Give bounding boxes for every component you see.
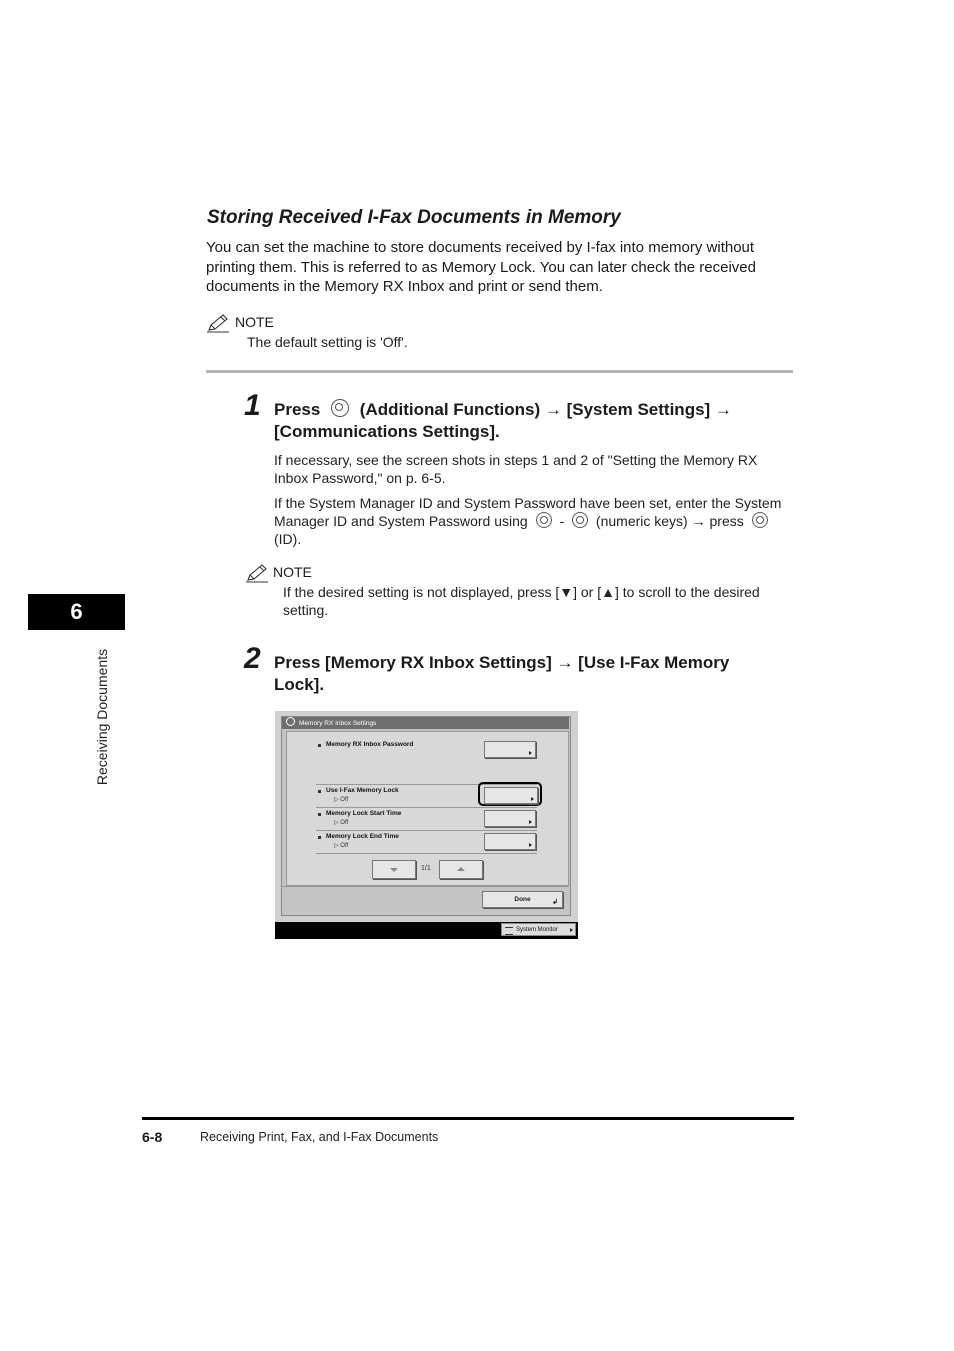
footer-title: Receiving Print, Fax, and I-Fax Documents — [200, 1130, 439, 1144]
system-monitor-button[interactable] — [501, 923, 576, 936]
system-monitor-label: System Monitor — [516, 927, 558, 933]
numeric-key-9-icon — [572, 512, 588, 528]
intro-line: printing them. This is referred to as Memory Lock. You can later check the received — [206, 258, 756, 276]
step-text-line: Inbox Password," on p. 6-5. — [274, 470, 446, 486]
row-divider — [316, 853, 537, 854]
step-text-fragment: - — [559, 513, 565, 529]
id-key-icon — [752, 512, 768, 528]
chevron-right-icon — [570, 928, 573, 932]
section-divider — [206, 370, 793, 373]
row-bullet — [318, 836, 321, 839]
setting-label-memory-lock: Use I-Fax Memory Lock — [326, 787, 399, 794]
page-indicator: 1/1 — [421, 865, 431, 872]
panel-divider — [282, 886, 569, 887]
pencil-note-icon — [206, 313, 230, 333]
note-label: NOTE — [273, 564, 312, 580]
row-bullet — [318, 790, 321, 793]
step-number: 2 — [244, 642, 261, 675]
step-heading-line2: [Communications Settings]. — [274, 422, 500, 441]
intro-paragraph — [206, 238, 798, 297]
step-heading — [274, 399, 794, 443]
note-label: NOTE — [235, 314, 274, 330]
done-button[interactable] — [482, 891, 563, 908]
arrow-down-icon — [373, 861, 415, 878]
setting-value: ▷ Off — [334, 797, 349, 803]
step-heading-line: Lock]. — [274, 675, 325, 694]
step-press-word: Press — [274, 400, 321, 419]
step-text-line — [274, 512, 794, 530]
step-text-line: (ID). — [274, 531, 302, 547]
row-bullet — [318, 813, 321, 816]
scroll-up-button[interactable] — [439, 860, 483, 879]
setting-value: ▷ Off — [334, 843, 349, 849]
intro-line: You can set the machine to store documents received by I-fax into memory without — [206, 239, 755, 256]
arrow-up-icon — [440, 861, 482, 878]
screen-title: Memory RX Inbox Settings — [299, 720, 377, 727]
additional-functions-icon — [331, 399, 349, 417]
setting-label-password: Memory RX Inbox Password — [326, 741, 414, 748]
chapter-tab: 6 — [28, 594, 125, 630]
note-text-line: setting. — [283, 602, 329, 618]
step-number: 1 — [244, 389, 261, 422]
screen-titlebar — [282, 717, 569, 729]
step-heading — [274, 652, 794, 696]
step-text-line: If the System Manager ID and System Password have been set, enter the System — [274, 495, 782, 511]
chapter-side-label: Receiving Documents — [94, 648, 110, 786]
memory-lock-start-time-button[interactable] — [484, 810, 536, 827]
row-divider — [316, 807, 537, 808]
scroll-down-button[interactable] — [372, 860, 416, 879]
footer-rule — [142, 1117, 794, 1120]
step-heading-rest: (Additional Functions) → [System Settings] → — [359, 400, 732, 419]
note-text-line: If the desired setting is not displayed, press [▼] or [▲] to scroll to the desired — [283, 584, 760, 600]
step-paragraph — [274, 494, 794, 548]
step-paragraph — [274, 451, 794, 487]
step-text-fragment: Manager ID and System Password using — [274, 513, 528, 529]
step-text-line: If necessary, see the screen shots in steps 1 and 2 of "Setting the Memory RX — [274, 452, 758, 468]
memory-lock-end-time-button[interactable] — [484, 833, 536, 850]
intro-line: documents in the Memory RX Inbox and print or send them. — [206, 278, 603, 295]
done-label: Done — [514, 896, 531, 903]
enter-icon: ↲ — [552, 899, 558, 906]
setting-label-end-time: Memory Lock End Time — [326, 833, 399, 840]
step-text-fragment: (numeric keys) → press — [595, 513, 744, 529]
note-text — [283, 583, 783, 619]
page-number: 6-8 — [142, 1129, 163, 1145]
functions-icon — [286, 717, 295, 726]
row-bullet — [318, 744, 321, 747]
note-text: The default setting is 'Off'. — [247, 334, 408, 350]
setting-value: ▷ Off — [334, 820, 349, 826]
row-divider — [316, 830, 537, 831]
memory-rx-inbox-password-button[interactable] — [484, 741, 536, 758]
section-title: Storing Received I-Fax Documents in Memory — [207, 207, 621, 228]
monitor-icon — [505, 927, 513, 935]
numeric-key-0-icon — [536, 512, 552, 528]
step-heading-line: Press [Memory RX Inbox Settings] → [Use I-Fax Memory — [274, 653, 730, 672]
use-ifax-memory-lock-button[interactable] — [484, 787, 538, 804]
pencil-note-icon — [245, 563, 269, 583]
setting-label-start-time: Memory Lock Start Time — [326, 810, 402, 817]
